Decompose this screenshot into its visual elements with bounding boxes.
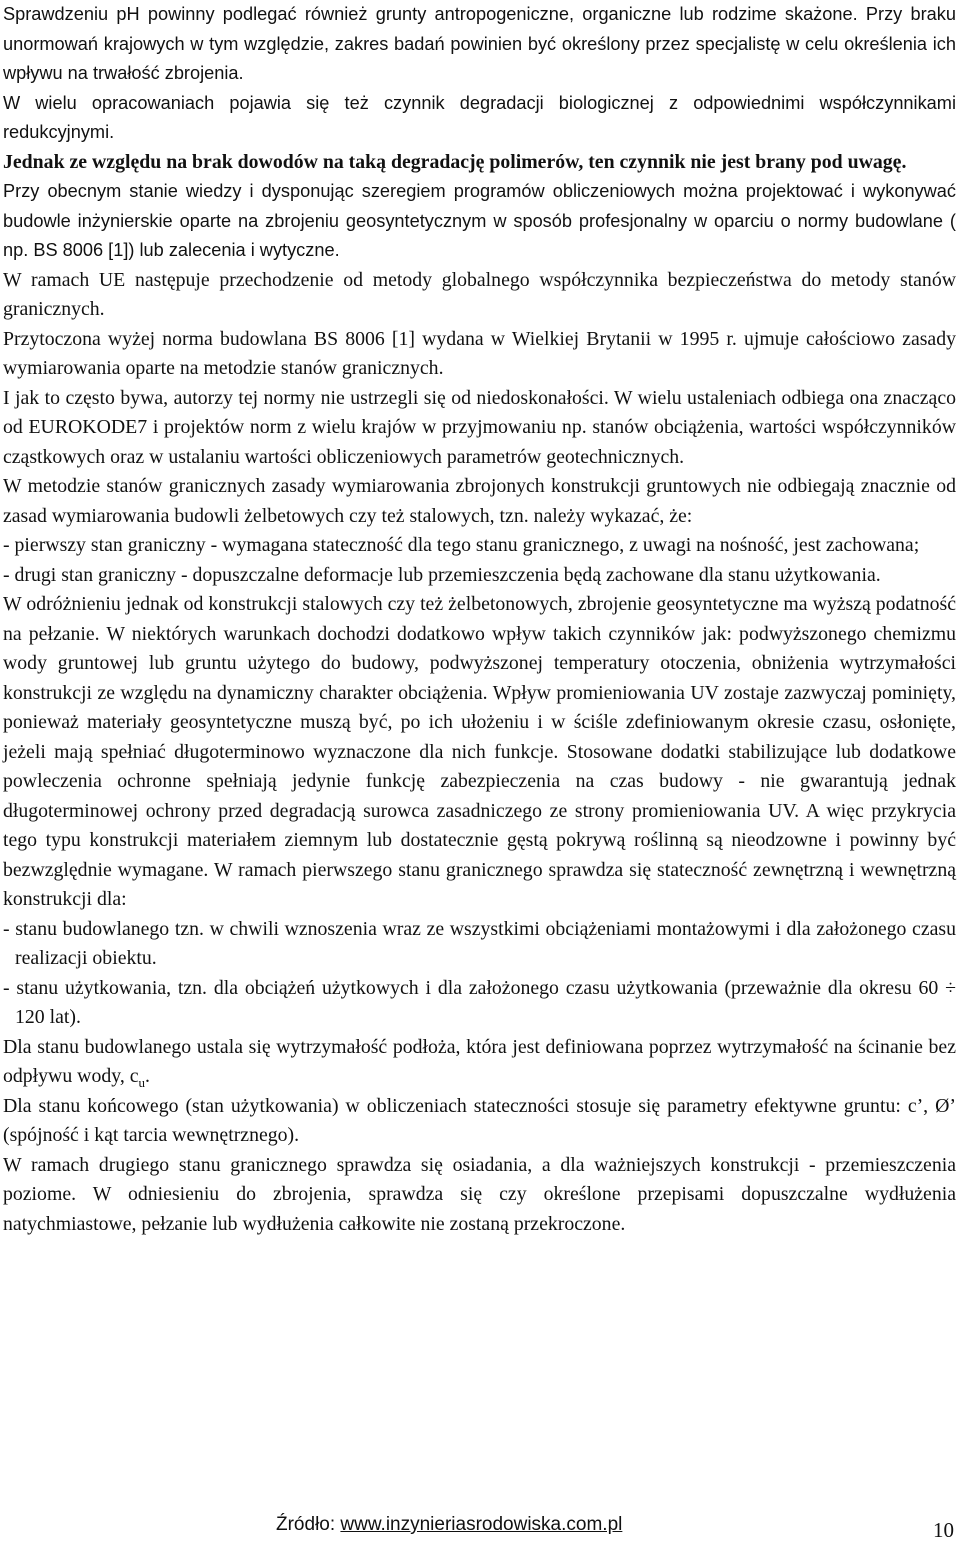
paragraph-eu-limit-states: W ramach UE następuje przechodzenie od metody globalnego współczynnika bezpieczeństwa do metody stanów granicznych. <box>3 268 956 320</box>
list-item-service-stage: - stanu użytkowania, tzn. dla obciążeń użytkowych i dla założonego czasu użytkowania (przeważnie dla okresu 60 ÷ 120 lat). <box>3 976 956 1028</box>
paragraph-biological-degradation: W wielu opracowaniach pojawia się też czynnik degradacji biologicznej z odpowiednimi współczynnikami redukcyjnymi. <box>3 92 956 142</box>
paragraph-creep-and-uv: W odróżnieniu jednak od konstrukcji stalowych czy też żelbetonowych, zbrojenie geosyntetyczne ma wyższą podatność na pełzanie. W niektórych warunkach dochodzi dodatkowo wpływ takich czynników jak: podwyższonego chemizmu wody gruntowej lub gruntu użytego do budowy, podwyższonej temperatury otoczenia, obniżenia wytrzymałości konstrukcji ze względu na dynamiczny charakter obciążenia. Wpływ promieniowania UV zostaje zazwyczaj pominięty, ponieważ materiały geosyntetyczne muszą być, po ich ułożeniu i w ściśle zdefiniowanym okresie czasu, osłonięte, jeżeli mają spełniać długoterminowo wyznaczone dla nich funkcje. Stosowane dodatki stabilizujące lub dodatkowe powleczenia ochronne spełniają jedynie funkcję zabezpieczenia na czas budowy - nie gwarantują jednak długoterminowej ochrony przed degradacją surowca zasadniczego ze strony promieniowania UV. A więc przykrycia tego typu konstrukcji materiałem ziemnym lub dostatecznie gęstą pokrywą roślinną są nieodzowne i powinny być bezwzględnie wymagane. W ramach pierwszego stanu granicznego sprawdza się stateczność zewnętrzną i wewnętrzną konstrukcji dla: <box>3 593 956 910</box>
list-item-second-limit-state: - drugi stan graniczny - dopuszczalne deformacje lub przemieszczenia będą zachowane dla stanu użytkowania. <box>3 563 881 586</box>
source-label: Źródło: <box>276 1514 336 1535</box>
paragraph-undrained-strength <box>3 1033 956 1092</box>
source-attribution <box>276 1514 622 1536</box>
subscript-u: u <box>138 1074 146 1090</box>
document-body <box>3 0 956 1239</box>
paragraph-norm-imperfections: I jak to często bywa, autorzy tej normy nie ustrzegli się od niedoskonałości. W wielu ustaleniach odbiega ona znacząco od EUROKODE7 i projektów norm z wielu krajów w przyjmowaniu np. stanów obciążenia, wartości współczynników cząstkowych oraz w ustalaniu wartości obliczeniowych parametrów geotechnicznych. <box>3 386 956 468</box>
list-item-construction-stage: - stanu budowlanego tzn. w chwili wznoszenia wraz ze wszystkimi obciążeniami montażowymi i dla założonego czasu realizacji obiektu. <box>3 917 956 969</box>
paragraph-ph-testing: Sprawdzeniu pH powinny podlegać również grunty antropogeniczne, organiczne lub rodzime skażone. Przy braku unormowań krajowych w tym względzie, zakres badań powinien być określony przez specjalistę w celu określenia ich wpływu na trwałość zbrojenia. <box>3 4 956 83</box>
page-number: 10 <box>933 1518 954 1542</box>
paragraph-limit-state-principles: W metodzie stanów granicznych zasady wymiarowania zbrojonych konstrukcji gruntowych nie odbiegają znacznie od zasad wymiarowania budowli żelbetowych czy też stalowych, tzn. należy wykazać, że: <box>3 475 956 527</box>
source-link[interactable]: www.inzynieriasrodowiska.com.pl <box>340 1514 623 1535</box>
undrained-strength-text: Dla stanu budowlanego ustala się wytrzymałość podłoża, która jest definiowana poprzez wytrzymałość na ścinanie bez odpływu wody, c <box>3 1035 956 1087</box>
paragraph-degradation-note: Jednak ze względu na brak dowodów na taką degradację polimerów, ten czynnik nie jest brany pod uwagę. <box>3 150 907 173</box>
page-footer <box>0 1514 960 1540</box>
paragraph-bs8006: Przytoczona wyżej norma budowlana BS 8006 [1] wydana w Wielkiej Brytanii w 1995 r. ujmuje całościowo zasady wymiarowania oparte na metodzie stanów granicznych. <box>3 327 956 379</box>
undrained-strength-period: . <box>145 1065 150 1087</box>
paragraph-effective-parameters: Dla stanu końcowego (stan użytkowania) w obliczeniach stateczności stosuje się parametry efektywne gruntu: c’, Ø’ (spójność i kąt tarcia wewnętrznego). <box>3 1094 956 1146</box>
paragraph-design-approach: Przy obecnym stanie wiedzy i dysponując szeregiem programów obliczeniowych można projektować i wykonywać budowle inżynierskie oparte na zbrojeniu geosyntetycznym w sposób profesjonalny w oparciu o normy budowlane ( np. BS 8006 [1]) lub zalecenia i wytyczne. <box>3 181 956 260</box>
paragraph-second-limit-state-checks: W ramach drugiego stanu granicznego sprawdza się osiadania, a dla ważniejszych konstrukcji - przemieszczenia poziome. W odniesieniu do zbrojenia, sprawdza się czy określone przepisami dopuszczalne wydłużenia natychmiastowe, pełzanie lub wydłużenia całkowite nie zostaną przekroczone. <box>3 1153 956 1235</box>
list-item-first-limit-state: - pierwszy stan graniczny - wymagana stateczność dla tego stanu granicznego, z uwagi na nośność, jest zachowana; <box>3 534 920 556</box>
